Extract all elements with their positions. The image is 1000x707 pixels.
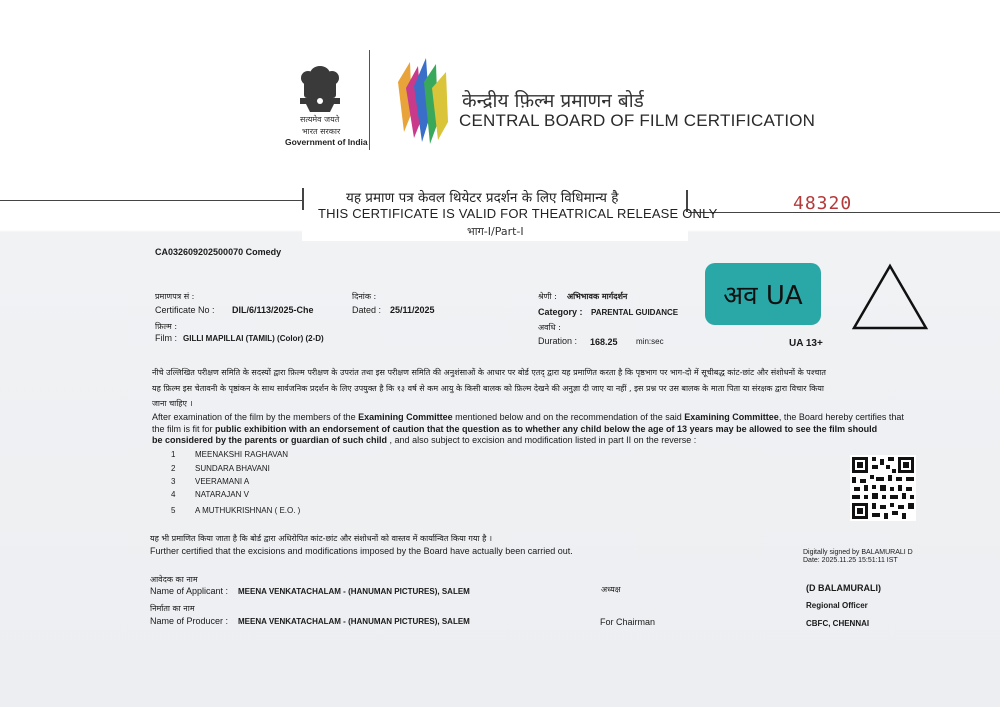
committee-member: MEENAKSHI RAGHAVAN — [195, 450, 289, 459]
board-name-english: CENTRAL BOARD OF FILM CERTIFICATION — [459, 111, 816, 130]
applicant-label-hindi: आवेदक का नाम — [150, 575, 198, 584]
signatory-name: (D BALAMURALI) — [806, 583, 881, 593]
digital-signature-line-2: Date: 2025.11.25 15:51:11 IST — [803, 557, 898, 564]
further-english: Further certified that the excisions and modifications imposed by the Board have actually been carried out. — [150, 546, 573, 556]
triangle-icon — [850, 262, 930, 334]
committee-num: 1 — [171, 450, 176, 459]
producer-value: MEENA VENKATACHALAM - (HANUMAN PICTURES), SALEM — [238, 617, 470, 626]
body-bold: public exhibition with an endorsement of caution that the question as to whether any child below the age of 13 years may be allowed to see the film should — [215, 424, 878, 434]
gov-english: Government of India — [285, 137, 368, 147]
duration-value: 168.25 — [590, 337, 618, 347]
chairman-label: For Chairman — [600, 617, 656, 627]
validity-english: THIS CERTIFICATE IS VALID FOR THEATRICAL RELEASE ONLY — [318, 206, 718, 221]
producer-label: Name of Producer : — [150, 616, 229, 626]
category-value: PARENTAL GUIDANCE — [591, 308, 679, 317]
committee-num: 4 — [171, 490, 176, 499]
rating-sub: UA 13+ — [789, 338, 823, 349]
committee-member: VEERAMANI A — [195, 477, 250, 486]
part-label: भाग-I/Part-I — [467, 225, 524, 238]
banner-left-rule — [0, 200, 302, 201]
body-english-line-3 — [152, 435, 696, 445]
committee-member: SUNDARA BHAVANI — [195, 464, 270, 473]
qr-code — [850, 455, 916, 521]
emblem-motto: सत्यमेव जयते — [300, 115, 340, 124]
date-label-hindi: दिनांक : — [352, 292, 377, 301]
body-text: mentioned below and on the recommendation of the said — [452, 412, 685, 422]
digital-signature-line-1: Digitally signed by BALAMURALI D — [803, 549, 913, 556]
duration-label-hindi: अवधि : — [538, 323, 561, 332]
committee-member: NATARAJAN V — [195, 490, 249, 499]
committee-member: A MUTHUKRISHNAN ( E.O. ) — [195, 506, 301, 515]
cbfc-logo — [392, 52, 454, 147]
chairman-label-hindi: अध्यक्ष — [601, 585, 621, 594]
qr-code-icon — [850, 455, 916, 521]
gov-hindi: भारत सरकार — [302, 127, 341, 136]
body-bold: be considered by the parents or guardian of such child — [152, 435, 388, 445]
cert-no-label: Certificate No : — [155, 305, 215, 315]
category-value-hindi: अभिभावक मार्गदर्शन — [567, 292, 628, 301]
committee-num: 5 — [171, 506, 176, 515]
cert-no-label-hindi: प्रमाणपत्र सं : — [155, 292, 195, 301]
film-strip-logo-icon — [392, 52, 454, 147]
signatory-office: CBFC, CHENNAI — [806, 619, 870, 628]
body-english-line-2 — [152, 424, 877, 434]
body-hindi-line-2: यह फ़िल्म इस चेतावनी के पृष्ठांकन के साथ सार्वजनिक प्रदर्शन के लिए उपयुक्त है कि १३ वर्ष से कम आयु के किसी बालक को फ़िल्म देखने की अनुज्ञा दी जाए या नहीं , इस प्रश्न पर उस बालक के माता पिता या संरक्षक द्वारा विचार किया — [152, 384, 825, 393]
signatory-title: Regional Officer — [806, 601, 868, 610]
duration-unit: min:sec — [636, 337, 664, 346]
body-hindi-line-1: नीचे उल्लिखित परीक्षण समिति के सदस्यों द्वारा फ़िल्म परीक्षण के उपरांत तथा इस परीक्षण समिति की अनुशंसाओं के आधार पर बोर्ड एतद् द्वारा यह प्रमाणित करता है कि पृष्ठभाग पर भाग-दो में सूचीबद्ध कांट-छांट और संशोधनों के पश्चात — [152, 368, 826, 377]
banner-left-tick — [302, 188, 304, 210]
rating-badge — [705, 263, 821, 325]
further-hindi: यह भी प्रमाणित किया जाता है कि बोर्ड द्वारा अधिरोपित कांट-छांट और संशोधनों को वास्तव में कार्यान्वित किया गया है । — [150, 534, 492, 543]
reference-code: CA032609202500070 Comedy — [155, 247, 282, 257]
film-value: GILLI MAPILLAI (TAMIL) (Color) (2-D) — [183, 334, 324, 343]
film-label-hindi: फ़िल्म : — [155, 322, 178, 331]
committee-num: 3 — [171, 477, 176, 486]
serial-number: 48320 — [793, 193, 853, 214]
body-english-line-1 — [152, 412, 904, 422]
validity-hindi: यह प्रमाण पत्र केवल थियेटर प्रदर्शन के लिए विधिमान्य है — [346, 190, 619, 206]
cert-no-value: DIL/6/113/2025-Che — [232, 305, 314, 315]
board-name-hindi: केन्द्रीय फ़िल्म प्रमाणन बोर्ड — [462, 90, 644, 112]
rating-badge-text: अव UA — [723, 281, 803, 311]
duration-label: Duration : — [538, 336, 578, 346]
applicant-value: MEENA VENKATACHALAM - (HANUMAN PICTURES), SALEM — [238, 587, 470, 596]
body-bold: Examining Committee — [358, 412, 453, 422]
producer-label-hindi: निर्माता का नाम — [150, 604, 195, 613]
body-text: After examination of the film by the members of the — [152, 412, 359, 422]
film-label: Film : — [155, 333, 177, 343]
body-text: the film is fit for — [152, 424, 216, 434]
body-bold: Examining Committee — [684, 412, 779, 422]
body-hindi-line-3: जाना चाहिए । — [152, 399, 193, 408]
header-divider — [369, 50, 370, 150]
date-value: 25/11/2025 — [390, 305, 435, 315]
date-label: Dated : — [352, 305, 382, 315]
body-text: , the Board hereby certifies that — [778, 412, 904, 422]
category-label: Category : — [538, 307, 583, 317]
committee-num: 2 — [171, 464, 176, 473]
rating-triangle — [850, 262, 930, 334]
category-label-hindi: श्रेणी : — [538, 292, 557, 301]
applicant-label: Name of Applicant : — [150, 586, 229, 596]
body-text: , and also subject to excision and modification listed in part II on the reverse : — [387, 435, 697, 445]
